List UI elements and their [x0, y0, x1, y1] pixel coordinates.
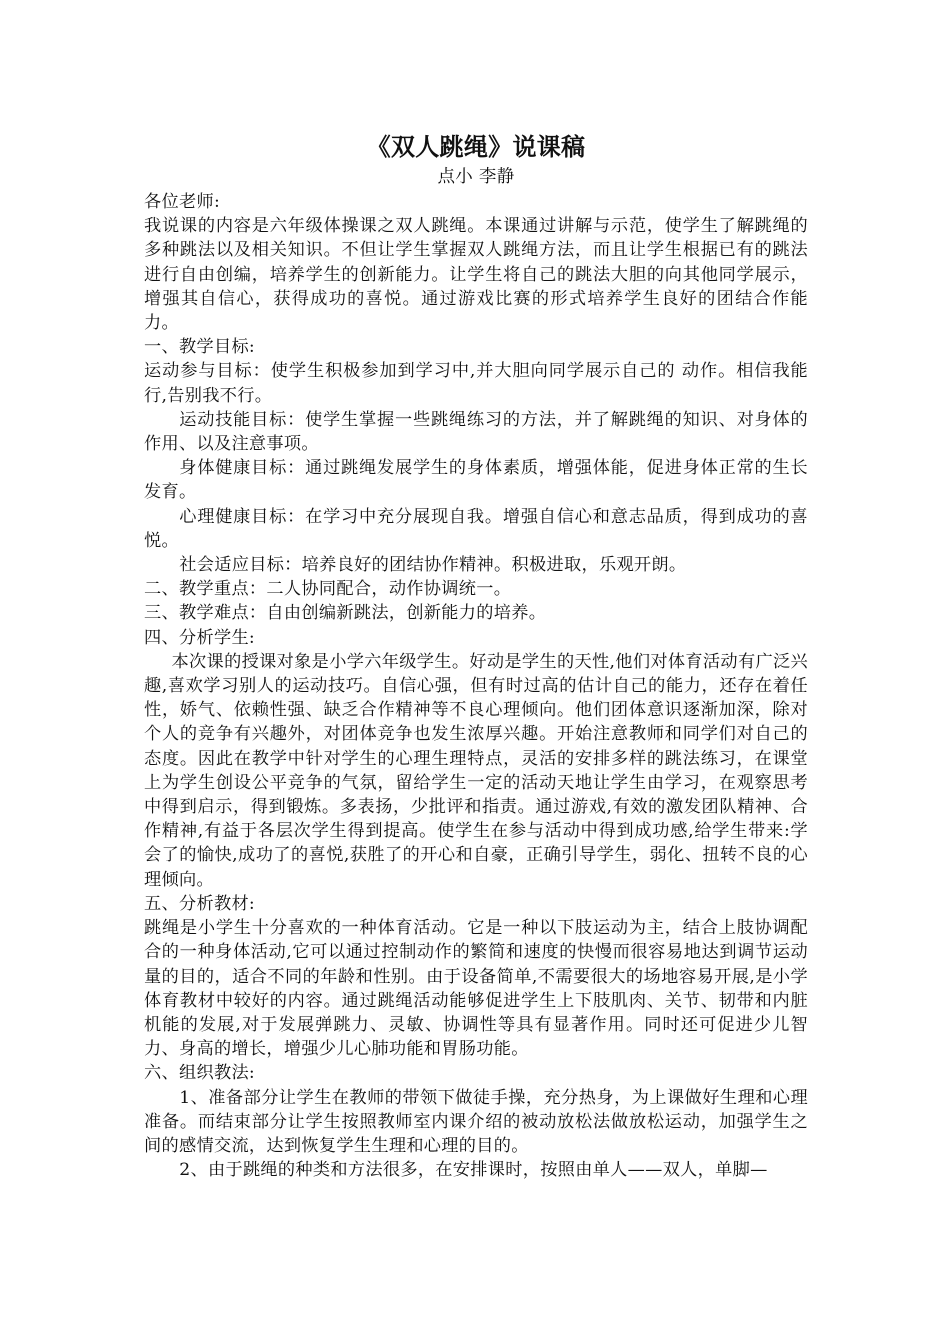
section-difficulties: 三、教学难点：自由创编新跳法，创新能力的培养。	[144, 603, 547, 624]
methods-item-2: 2、由于跳绳的种类和方法很多，在安排课时，按照由单人——双人，单脚—	[179, 1160, 768, 1181]
goal-sport-participation: 运动参与目标：使学生积极参加到学习中,并大胆向同学展示自己的 动作。相信我能行,告别我不行。	[144, 361, 808, 406]
students-analysis-paragraph: 本次课的授课对象是小学六年级学生。好动是学生的天性,他们对体育活动有广泛兴趣,喜欢学习别人的运动技巧。自信心强，但有时过高的估计自己的能力，还存在着任性，娇气、依赖性强、缺乏合作精神等不良心理倾向。他们团体意识逐渐加深，除对个人的竞争有兴趣外，对团体竞争也发生浓厚兴趣。开始注意教师和同学们对自己的态度。因此在教学中针对学生的心理生理特点，灵活的安排多样的跳法练习，在课堂上为学生创设公平竞争的气氛，留给学生一定的活动天地让学生由学习，在观察思考中得到启示，得到锻炼。多表扬，少批评和指责。通过游戏,有效的激发团队精神、合作精神,有益于各层次学生得到提高。使学生在参与活动中得到成功感,给学生带来:学会了的愉快,成功了的喜悦,获胜了的开心和自豪，正确引导学生，弱化、扭转不良的心理倾向。	[144, 651, 808, 890]
author-line: 点小 李静	[437, 167, 515, 187]
goal-physical-health: 身体健康目标：通过跳绳发展学生的身体素质，增强体能，促进身体正常的生长发育。	[144, 458, 808, 503]
greeting: 各位老师:	[144, 192, 221, 212]
document-title: 《双人跳绳》说课稿	[366, 132, 586, 161]
section-heading-methods: 六、组织教法:	[144, 1063, 256, 1084]
section-heading-goals: 一、教学目标:	[144, 337, 256, 358]
methods-item-1: 1、准备部分让学生在教师的带领下做徒手操，充分热身，为上课做好生理和心理准备。而结束部分让学生按照教师室内课介绍的被动放松法做放松运动，加强学生之间的感情交流，达到恢复学生生理和心理的目的。	[144, 1087, 808, 1156]
section-key-points: 二、教学重点：二人协同配合，动作协调统一。	[144, 579, 512, 600]
section-heading-students: 四、分析学生:	[144, 627, 256, 648]
intro-paragraph: 我说课的内容是六年级体操课之双人跳绳。本课通过讲解与示范，使学生了解跳绳的多种跳法以及相关知识。不但让学生掌握双人跳绳方法，而且让学生根据已有的跳法进行自由创编，培养学生的创新能力。让学生将自己的跳法大胆的向其他同学展示，增强其自信心，获得成功的喜悦。通过游戏比赛的形式培养学生良好的团结合作能力。	[144, 216, 808, 334]
goal-motor-skill: 运动技能目标：使学生掌握一些跳绳练习的方法，并了解跳绳的知识、对身体的作用、以及注意事项。	[144, 409, 808, 455]
goal-social-adaptation: 社会适应目标：培养良好的团结协作精神。积极进取，乐观开朗。	[179, 555, 687, 576]
section-heading-materials: 五、分析教材:	[144, 893, 256, 914]
materials-analysis-paragraph: 跳绳是小学生十分喜欢的一种体育活动。它是一种以下肢运动为主，结合上肢协调配合的一种身体活动,它可以通过控制动作的繁简和速度的快慢而很容易地达到调节运动量的目的，适合不同的年龄和性别。由于设备简单,不需要很大的场地容易开展,是小学体育教材中较好的内容。通过跳绳活动能够促进学生上下肢肌肉、关节、韧带和内脏机能的发展,对于发展弹跳力、灵敏、协调性等具有显著作用。同时还可促进少儿智力、身高的增长，增强少儿心肺功能和胃肠功能。	[144, 918, 808, 1060]
goal-mental-health: 心理健康目标：在学习中充分展现自我。增强自信心和意志品质，得到成功的喜悦。	[144, 506, 808, 551]
document-page	[144, 130, 808, 1182]
